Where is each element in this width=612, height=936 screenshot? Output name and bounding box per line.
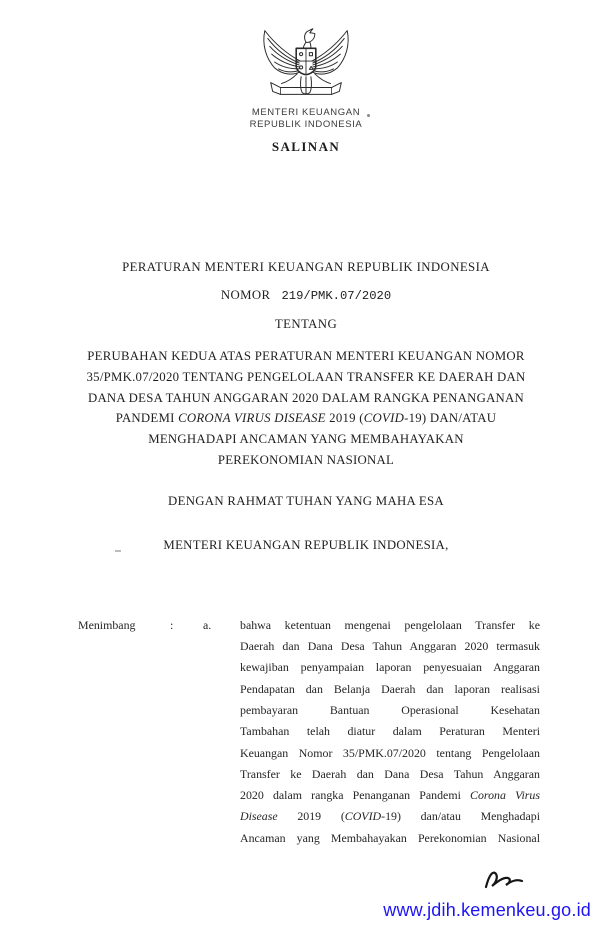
considerations-label: Menimbang	[78, 617, 136, 632]
body-line: Transfer ke Daerah dan Dana Desa Tahun Anggaran	[240, 766, 540, 781]
letterhead-republic-line: REPUBLIK INDONESIA	[249, 118, 363, 130]
body-line: Tambahan telah diatur dalam Peraturan Menteri	[240, 724, 540, 739]
subject-line: DANA DESA TAHUN ANGGARAN 2020 DALAM RANGKA PENANGANAN	[87, 390, 525, 405]
subject-line: PERUBAHAN KEDUA ATAS PERATURAN MENTERI KEUANGAN NOMOR	[87, 349, 525, 363]
invocation-line: DENGAN RAHMAT TUHAN YANG MAHA ESA	[168, 493, 444, 508]
scan-speck	[367, 114, 370, 117]
scan-speck	[115, 550, 121, 552]
body-line: kewajiban penyampaian laporan penyesuaian Anggaran	[240, 660, 540, 675]
subject-line: MENGHADAPI ANCAMAN YANG MEMBAHAYAKAN	[148, 432, 464, 447]
regulation-heading	[0, 253, 612, 338]
number-value: 219/PMK.07/2020	[281, 289, 392, 303]
about-label: TENTANG	[274, 317, 338, 331]
copy-stamp-label: SALINAN	[271, 139, 341, 154]
number-label: NOMOR	[220, 288, 271, 302]
considerations-section	[0, 615, 612, 849]
jdih-website-link[interactable]: www.jdih.kemenkeu.go.id	[383, 900, 591, 920]
body-line: Disease 2019 (COVID-19) dan/atau Menghadapi	[240, 809, 541, 824]
subject-line: PEREKONOMIAN NASIONAL	[217, 452, 395, 467]
body-line: Pendapatan dan Belanja Daerah dan laporan realisasi	[240, 681, 540, 696]
body-line: 2020 dalam rangka Penanganan Pandemi Corona Virus	[240, 788, 540, 803]
subject-line: 35/PMK.07/2020 TENTANG PENGELOLAAN TRANSFER KE DAERAH DAN	[86, 369, 526, 384]
letterhead	[0, 107, 612, 130]
letterhead-ministry-line: MENTERI KEUANGAN	[251, 107, 361, 118]
regulation-title-line: PERATURAN MENTERI KEUANGAN REPUBLIK INDONESIA	[122, 260, 490, 274]
consideration-item-marker: a.	[203, 617, 212, 632]
handwritten-paraf-initials-icon	[483, 867, 527, 893]
body-line: Daerah dan Dana Desa Tahun Anggaran 2020 termasuk	[240, 639, 540, 654]
regulation-number-line	[0, 281, 612, 310]
subject-line: PANDEMI CORONA VIRUS DISEASE 2019 (COVID-19) DAN/ATAU	[115, 411, 497, 426]
body-line: pembayaran Bantuan Operasional Kesehatan	[240, 702, 540, 717]
consideration-item-text	[240, 615, 540, 849]
issuer-line: MENTERI KEUANGAN REPUBLIK INDONESIA,	[163, 537, 449, 552]
considerations-colon: :	[170, 617, 174, 632]
body-line: Ancaman yang Membahayakan Perekonomian Nasional	[240, 830, 540, 845]
body-line: Keuangan Nomor 35/PMK.07/2020 tentang Pengelolaan	[240, 745, 540, 760]
regulation-subject	[0, 346, 612, 471]
body-line: bahwa ketentuan mengenai pengelolaan Transfer ke	[240, 617, 540, 632]
garuda-pancasila-emblem	[255, 26, 357, 100]
